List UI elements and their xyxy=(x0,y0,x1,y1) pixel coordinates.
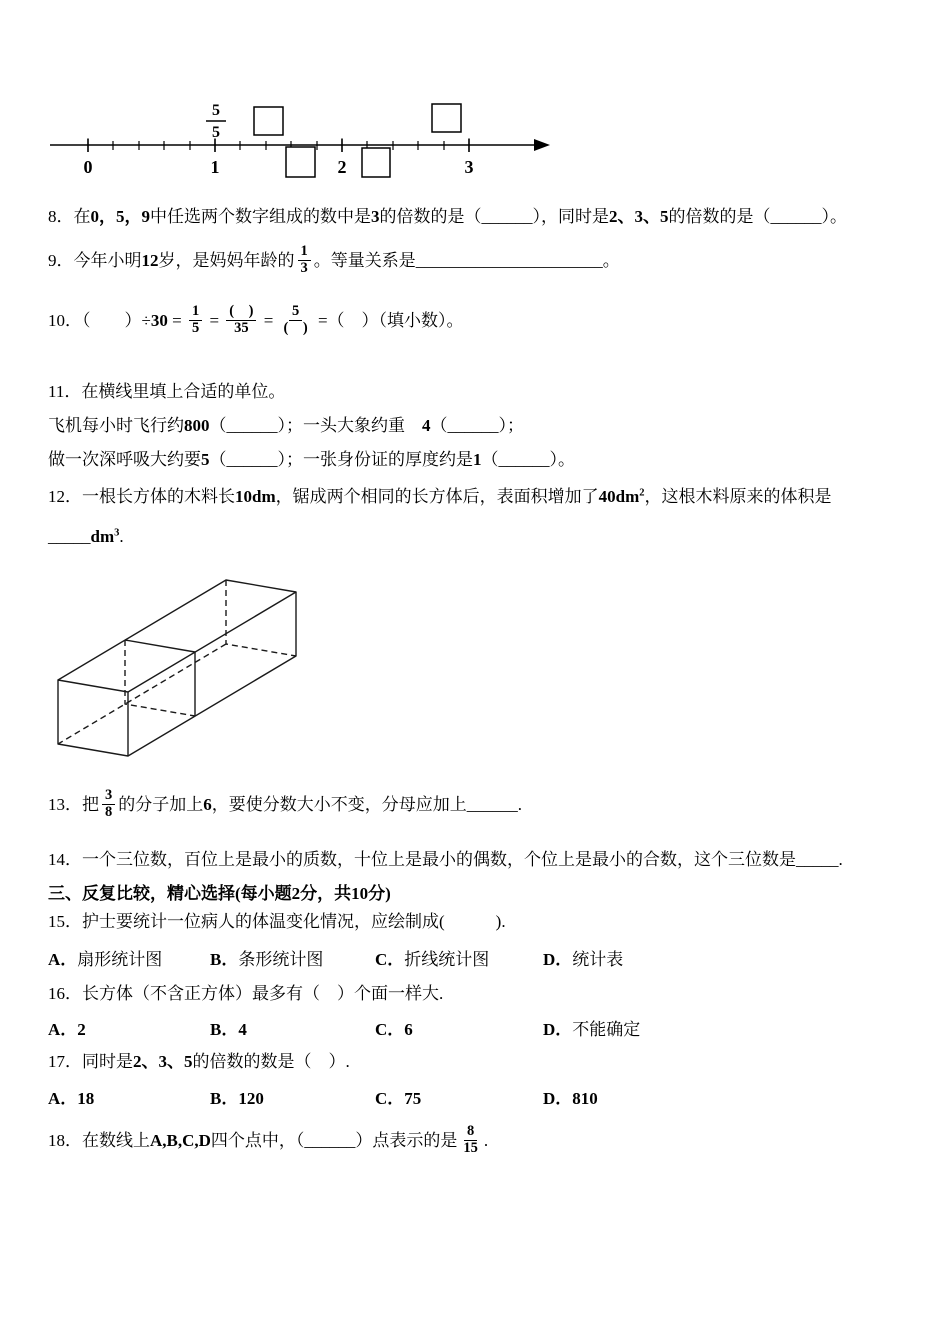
question-13: 13．把 $\frac{3}{8}$ 的分子加上6，要使分数大小不变，分母应加上______. xyxy=(48,787,522,820)
prism-cut-visible xyxy=(125,640,195,716)
option-c: C．6 xyxy=(375,1020,413,1039)
option-a: A．扇形统计图 xyxy=(48,950,163,969)
numberline-label-2: 2 xyxy=(337,157,347,177)
question-9: 9．今年小明12岁，是妈妈年龄的 $\frac{1}{3}$ 。等量关系是______________________。 xyxy=(48,243,620,276)
prism-front-edges xyxy=(128,592,296,756)
fraction-denominator: 5 xyxy=(212,124,220,141)
question-15: 15．护士要统计一位病人的体温变化情况，应绘制成( ). xyxy=(48,912,506,931)
option-d: D．810 xyxy=(543,1089,598,1108)
option-b: B．条形统计图 xyxy=(210,950,324,969)
answer-box-1 xyxy=(254,107,283,135)
prism-top-face xyxy=(58,580,296,692)
numberline-label-1: 1 xyxy=(210,157,220,177)
fraction: $\frac{8}{15}$ xyxy=(463,1123,478,1156)
fraction: $\frac{5}{( )}$ xyxy=(283,303,308,336)
prism-cut-hidden xyxy=(125,640,195,716)
numberline-label-3: 3 xyxy=(464,157,474,177)
option-c: C．75 xyxy=(375,1089,422,1108)
question-10: 10．（ ）÷30 = $\frac{1}{5}$ = $\frac{( )}{35}$ = $\frac{5}{( )}$ =（ ）（填小数）。 xyxy=(48,303,464,336)
option-a: A．18 xyxy=(48,1089,95,1108)
section-3-header: 三、反复比较，精心选择(每小题2分，共10分) xyxy=(48,884,391,903)
answer-box-3 xyxy=(286,147,315,177)
question-16-options xyxy=(48,1015,640,1040)
question-16: 16．长方体（不含正方体）最多有（ ）个面一样大. xyxy=(48,984,444,1003)
prism-end-face xyxy=(58,680,128,756)
fraction-numerator: 5 xyxy=(212,102,220,119)
answer-box-4 xyxy=(362,148,390,177)
question-14: 14．一个三位数，百位上是最小的质数，十位上是最小的偶数，个位上是最小的合数，这个三位数是_____. xyxy=(48,850,843,869)
fraction: $\frac{1}{3}$ xyxy=(298,244,311,276)
option-d: D．统计表 xyxy=(543,950,624,969)
arrow-right-icon xyxy=(534,139,550,151)
question-18: 18．在数线上A,B,C,D四个点中，（______）点表示的是 $\frac{8}{15}$ . xyxy=(48,1123,489,1156)
option-b: B．120 xyxy=(210,1089,264,1108)
fraction: $\frac{( )}{35}$ xyxy=(226,304,256,336)
option-d: D．不能确定 xyxy=(543,1020,641,1039)
fraction: $\frac{1}{5}$ xyxy=(189,304,202,336)
prism-hidden-edges xyxy=(58,580,296,744)
option-b: B．4 xyxy=(210,1020,247,1039)
question-11-line1: 飞机每小时飞行约800（______）；一头大象约重 4（______）； xyxy=(48,416,524,435)
question-11-line2: 做一次深呼吸大约要5（______）；一张身份证的厚度约是1（______）。 xyxy=(48,450,575,469)
numberline-fraction xyxy=(206,102,226,141)
question-12-line1: 12．一根长方体的木料长10dm，锯成两个相同的长方体后，表面积增加了$40dm^2$，这根木料原来的体积是 xyxy=(48,487,832,506)
number-line-figure xyxy=(0,0,580,190)
question-15-options xyxy=(48,945,623,970)
fraction: $\frac{3}{8}$ xyxy=(102,788,115,820)
prism-figure xyxy=(48,558,313,768)
question-17: 17．同时是2、3、5的倍数的数是（ ）. xyxy=(48,1052,350,1071)
question-12-line2: $\_\_\_\_\_dm^3$. xyxy=(48,527,124,546)
option-a: A．2 xyxy=(48,1020,86,1039)
question-11-head: 11．在横线里填上合适的单位。 xyxy=(48,382,286,401)
option-c: C．折线统计图 xyxy=(375,950,490,969)
question-17-options xyxy=(48,1084,598,1109)
answer-box-2 xyxy=(432,104,461,132)
question-8: 8．在0，5，9中任选两个数字组成的数中是3的倍数的是（______），同时是2、3、5的倍数的是（______）。 xyxy=(48,207,847,226)
numberline-label-0: 0 xyxy=(83,157,93,177)
